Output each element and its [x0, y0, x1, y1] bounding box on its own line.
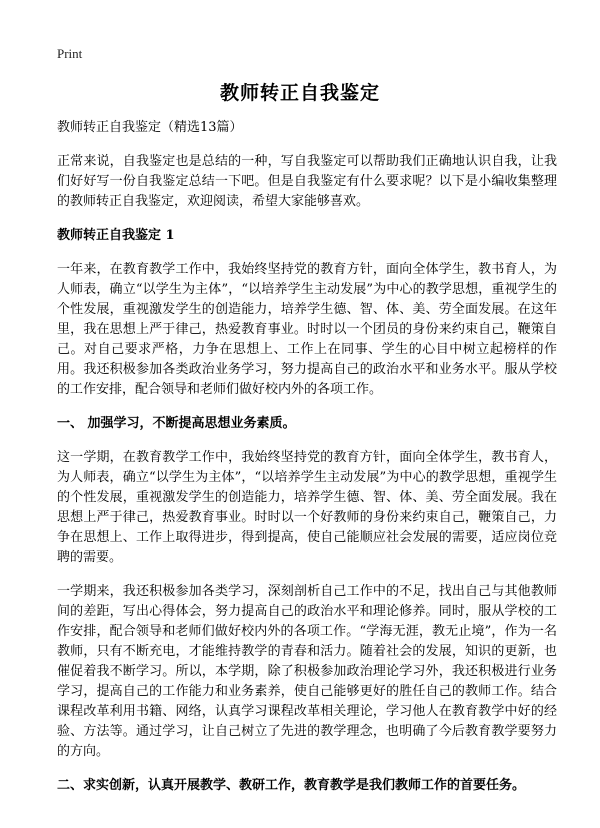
document-subtitle: 教师转正自我鉴定（精选13篇） — [57, 120, 243, 135]
section-heading-1: 教师转正自我鉴定 1 — [57, 228, 175, 243]
study-paragraph-1: 这一学期，在教育教学工作中，我始终坚持党的教育方针，面向全体学生，教书育人，为人师表，确立“以学生为主体”，“以培养学生主动发展”为中心的教学思想，重视学生的个性发展，重视激发学生的创造能力，培养学生德、智、体、美、劳全面发展。我在思想上严于律己，热爱教育事业。时时以一个好教师的身份来约束自己，鞭策自己，力争在思想上、工作上取得进步，得到提高，使自己能顺应社会发展的需要，适应岗位竞聘的需要。 — [57, 450, 557, 565]
subheading-study: 一、 加强学习，不断提高思想业务素质。 — [57, 416, 296, 431]
intro-paragraph: 正常来说，自我鉴定也是总结的一种，写自我鉴定可以帮助我们正确地认识自我，让我们好好写一份自我鉴定总结一下吧。但是自我鉴定有什么要求呢？以下是小编收集整理的教师转正自我鉴定，欢迎阅读，希望大家能够喜欢。 — [57, 154, 557, 209]
page-title: 教师转正自我鉴定 — [219, 82, 380, 104]
subheading-innovation: 二、求实创新，认真开展教学、教研工作，教育教学是我们教师工作的首要任务。 — [57, 778, 526, 793]
document-body — [57, 118, 557, 810]
print-label: Print — [57, 46, 83, 61]
study-paragraph-2: 一学期来，我还积极参加各类学习，深刻剖析自己工作中的不足，找出自己与其他教师间的差距，写出心得体会，努力提高自己的政治水平和理论修养。同时，服从学校的工作安排，配合领导和老师们做好校内外的各项工作。“学海无涯，教无止境”，作为一名教师，只有不断充电，才能维持教学的青春和活力。随着社会的发展，知识的更新，也催促着我不断学习。所以，本学期，除了积极参加政治理论学习外，我还积极进行业务学习，提高自己的工作能力和业务素养，使自己能够更好的胜任自己的教师工作。结合课程改革利用书籍、网络，认真学习课程改革相关理论，学习他人在教育教学中好的经验、方法等。通过学习，让自己树立了先进的教学理念，也明确了今后教育教学要努力的方向。 — [57, 584, 557, 759]
section1-paragraph: 一年来，在教育教学工作中，我始终坚持党的教育方针，面向全体学生，教书育人，为人师表，确立“以学生为主体”，“以培养学生主动发展”为中心的教学思想，重视学生的个性发展，重视激发学生的创造能力，培养学生德、智、体、美、劳全面发展。在这年里，我在思想上严于律己，热爱教育事业。时时以一个团员的身份来约束自己，鞭策自己。对自己要求严格，力争在思想上、工作上在同事、学生的心目中树立起榜样的作用。我还积极参加各类政治业务学习，努力提高自己的政治水平和业务水平。服从学校的工作安排，配合领导和老师们做好校内外的各项工作。 — [57, 262, 557, 397]
